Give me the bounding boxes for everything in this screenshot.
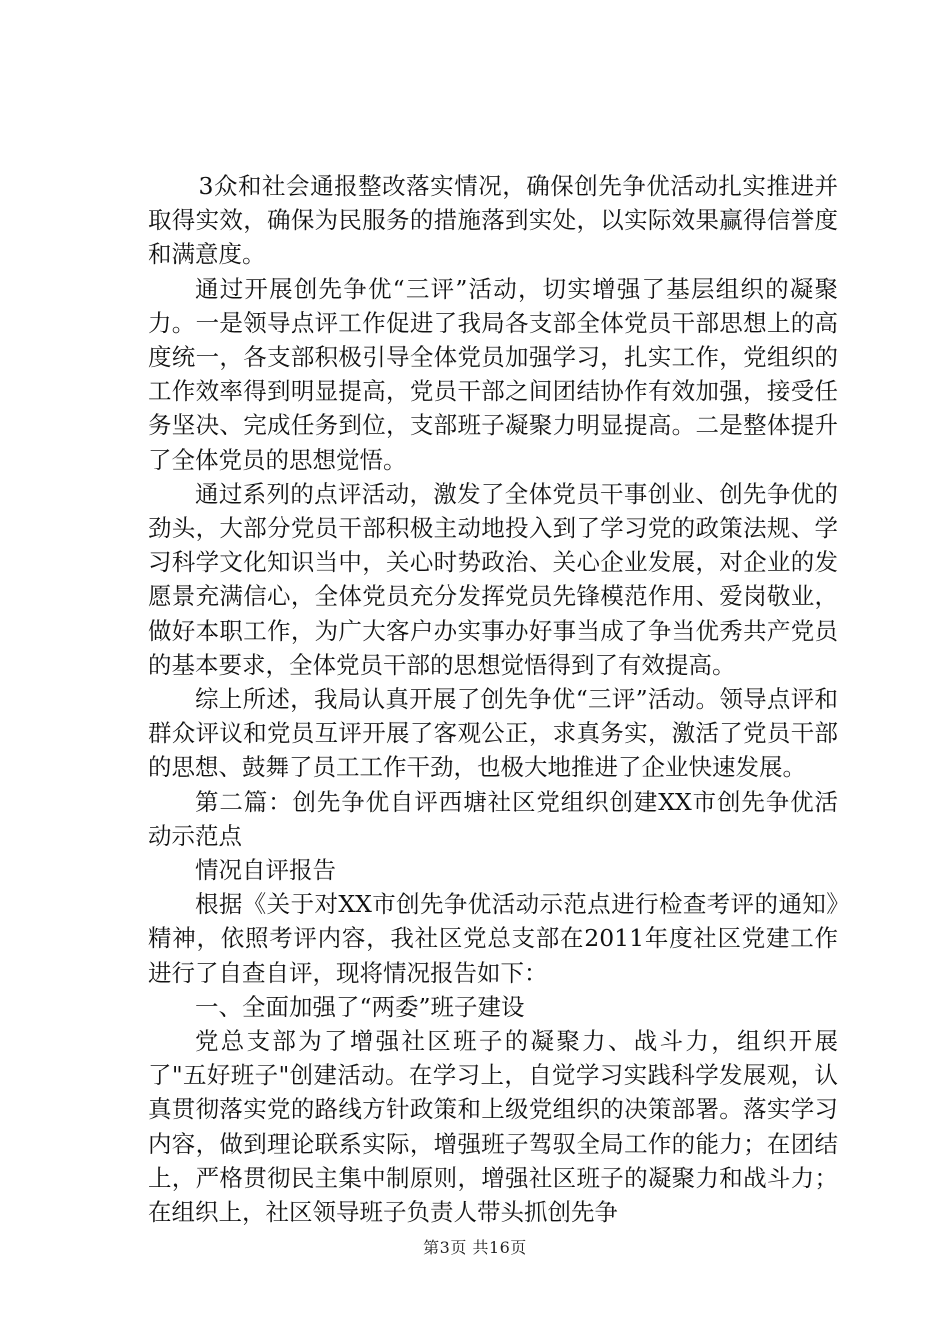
section-heading: 第二篇：创先争优自评西塘社区党组织创建XX市创先争优活动示范点 <box>148 787 838 850</box>
body-paragraph: 通过开展创先争优“三评”活动，切实增强了基层组织的凝聚力。一是领导点评工作促进了我局各支部全体党员干部思想上的高度统一，各支部积极引导全体党员加强学习，扎实工作，党组织的工作效率得到明显提高，党员干部之间团结协作有效加强，接受任务坚决、完成任务到位，支部班子凝聚力明显提高。二是整体提升了全体党员的思想觉悟。 <box>148 274 838 474</box>
section-subheading: 情况自评报告 <box>195 856 336 885</box>
document-body <box>148 169 838 1229</box>
body-paragraph: 综上所述，我局认真开展了创先争优“三评”活动。领导点评和群众评议和党员互评开展了客观公正，求真务实，激活了党员干部的思想、鼓舞了员工工作干劲，也极大地推进了企业快速发展。 <box>148 685 838 782</box>
body-paragraph: 根据《关于对XX市创先争优活动示范点进行检查考评的通知》精神，依照考评内容，我社区党总支部在2011年度社区党建工作进行了自查自评，现将情况报告如下： <box>148 890 838 987</box>
page-number-footer: 第3页 共16页 <box>423 1238 527 1257</box>
subsection-heading: 一、全面加强了“两委”班子建设 <box>195 992 525 1021</box>
body-paragraph: 党总支部为了增强社区班子的凝聚力、战斗力，组织开展了"五好班子"创建活动。在学习上，自觉学习实践科学发展观，认真贯彻落实党的路线方针政策和上级党组织的决策部署。落实学习内容，做到理论联系实际，增强班子驾驭全局工作的能力；在团结上，严格贯彻民主集中制原则，增强社区班子的凝聚力和战斗力；在组织上，社区领导班子负责人带头抓创先争 <box>148 1027 838 1227</box>
body-paragraph: 3众和社会通报整改落实情况，确保创先争优活动扎实推进并取得实效，确保为民服务的措施落到实处，以实际效果赢得信誉度和满意度。 <box>148 172 838 269</box>
body-paragraph: 通过系列的点评活动，激发了全体党员干事创业、创先争优的劲头，大部分党员干部积极主动地投入到了学习党的政策法规、学习科学文化知识当中，关心时势政治、关心企业发展，对企业的发愿景充满信心，全体党员充分发挥党员先锋模范作用、爱岗敬业，做好本职工作，为广大客户办实事办好事当成了争当优秀共产党员的基本要求，全体党员干部的思想觉悟得到了有效提高。 <box>148 479 838 679</box>
